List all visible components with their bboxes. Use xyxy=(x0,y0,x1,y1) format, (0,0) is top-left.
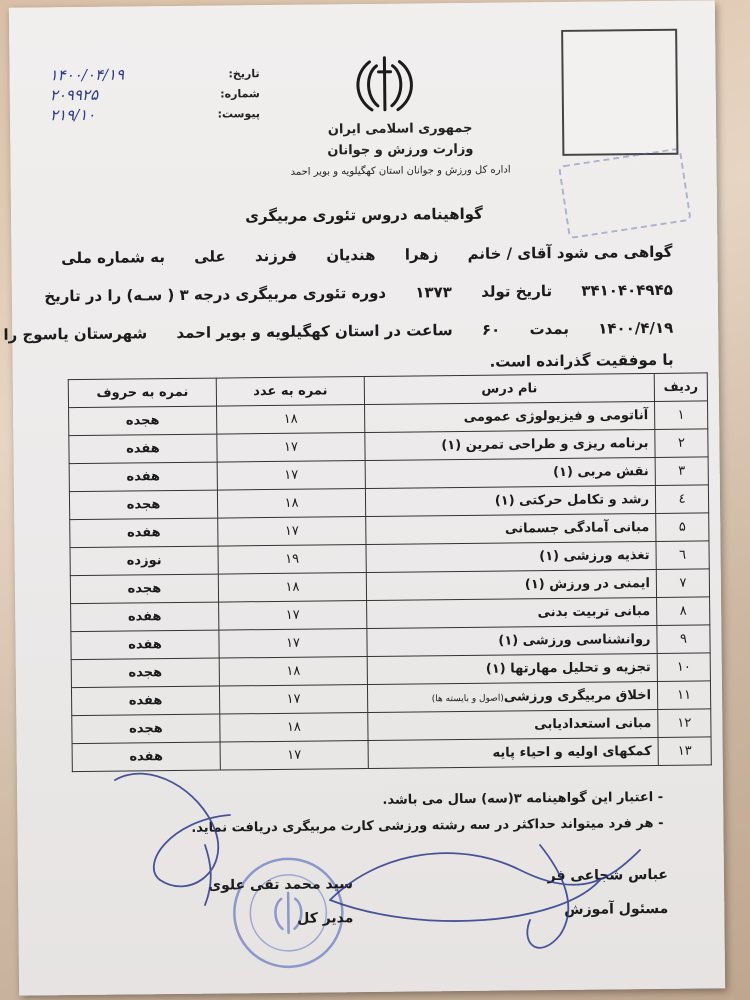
body-phrase: به شماره ملی xyxy=(61,248,166,268)
row-number-cell xyxy=(655,429,708,458)
course-name-cell-text: مبانی تربیت بدنی xyxy=(537,604,651,621)
course-name-cell xyxy=(367,653,657,684)
grade-number-cell-text: ۱۷ xyxy=(284,467,299,483)
course-name-cell-text: آناتومی و فیزیولوژی عمومی xyxy=(463,408,649,425)
course-name-cell xyxy=(367,681,657,712)
row-number-cell xyxy=(658,737,711,766)
course-name-cell xyxy=(365,429,655,460)
course-name-cell-text: اخلاق مربیگری ورزشی xyxy=(503,688,652,705)
grade-number-cell xyxy=(217,433,365,463)
body-phrase: تاریخ تولد xyxy=(481,282,553,301)
body-phrase: ساعت در استان کهگیلویه و بویر احمد xyxy=(176,321,453,342)
course-name-cell-text: مبانی استعدادیابی xyxy=(534,716,652,733)
grade-words-cell xyxy=(72,714,220,744)
note-item: - هر فرد میتواند حداکثر در سه رشته ورزشی کارت مربیگری دریافت نماید. xyxy=(43,811,663,843)
row-number-cell xyxy=(657,681,710,710)
grade-number-cell-text: ۱۷ xyxy=(285,607,300,623)
grade-words-cell xyxy=(70,518,218,548)
attachment-value: ۲۱۹/۱۰ xyxy=(49,105,96,125)
row-number-cell xyxy=(657,597,710,626)
grade-number-cell xyxy=(218,573,366,603)
body-line-3 xyxy=(3,309,674,354)
holder-first-name: زهرا xyxy=(404,245,439,264)
grade-words-cell-text: هفده xyxy=(126,525,161,541)
grades-table xyxy=(68,372,712,772)
holder-last-name: هندیان xyxy=(326,245,376,265)
grade-number-cell xyxy=(219,685,367,715)
grade-number-cell xyxy=(220,741,368,771)
grade-number-cell-text: ۱۸ xyxy=(283,411,298,427)
course-name-cell xyxy=(365,401,655,432)
course-name-cell xyxy=(366,569,656,600)
grade-number-cell-text: ۱۷ xyxy=(285,635,301,651)
course-name-cell xyxy=(367,597,657,628)
course-name-cell-text: برنامه ریزی و طراحی تمرین (۱) xyxy=(441,436,649,454)
date-label: تاریخ: xyxy=(228,66,260,80)
grade-words-cell-text: هجده xyxy=(129,721,163,737)
number-value: ۲۰۹۹۲۵ xyxy=(49,85,99,105)
row-number-cell xyxy=(658,709,711,738)
header-row-number: ردیف xyxy=(654,373,707,402)
course-name-cell-text: مبانی آمادگی جسمانی xyxy=(504,520,650,537)
director-name: سید محمد تقی علوی xyxy=(208,876,354,894)
education-officer-signature-block xyxy=(518,867,669,937)
grade-words-cell-text: نوزده xyxy=(126,553,162,569)
grade-number-cell xyxy=(219,657,367,687)
course-name-cell-text: تغذیه ورزشی (۱) xyxy=(539,548,650,565)
officer-name: عباس شجاعی فر xyxy=(547,866,669,885)
row-number-cell-text: ۱۲ xyxy=(677,715,692,731)
director-title: مدیر کل xyxy=(297,910,354,927)
course-name-cell xyxy=(365,485,655,516)
grade-words-cell xyxy=(69,406,217,436)
date-row xyxy=(49,63,259,85)
grade-number-cell-text: ۱۷ xyxy=(284,523,299,539)
body-phrase: گواهی می شود آقای / خانم xyxy=(467,242,673,263)
course-name-cell xyxy=(366,541,656,572)
body-phrase: فرزند xyxy=(254,246,298,266)
header-grade-number: نمره به عدد xyxy=(216,377,364,407)
grade-words-cell xyxy=(72,742,220,772)
row-number-cell-text: ۷ xyxy=(679,575,687,591)
course-hours: ۶۰ xyxy=(481,320,501,339)
grade-words-cell xyxy=(71,630,219,660)
father-name: علی xyxy=(194,247,226,266)
course-name-cell-text: نقش مربی (۱) xyxy=(552,464,649,481)
row-number-cell-text: ٦ xyxy=(679,547,687,563)
row-number-cell-text: ۱۱ xyxy=(677,687,692,703)
course-name-cell xyxy=(367,625,657,656)
certificate-title: گواهینامه دروس تئوری مربیگری xyxy=(245,204,483,226)
course-name-cell xyxy=(365,457,655,488)
grade-number-cell-text: ۱۸ xyxy=(285,579,300,595)
course-note: (اصول و بایسته ها) xyxy=(431,693,504,705)
director-signature-block xyxy=(153,876,354,946)
grade-number-cell-text: ۱۸ xyxy=(286,719,301,735)
row-number-cell-text: ۱ xyxy=(677,407,685,423)
course-name-cell xyxy=(368,709,658,740)
grade-number-cell xyxy=(218,545,366,575)
org-ministry: وزارت ورزش و جوانان xyxy=(327,141,474,159)
row-number-cell xyxy=(656,541,709,570)
organization-block xyxy=(230,120,571,179)
row-number-cell xyxy=(655,485,708,514)
grade-words-cell xyxy=(71,602,219,632)
grade-number-cell xyxy=(217,461,365,491)
grade-words-cell-text: هجده xyxy=(128,665,163,681)
row-number-cell-text: ۵ xyxy=(678,519,686,535)
certificate-body xyxy=(3,233,674,380)
table-row xyxy=(72,737,711,772)
iran-emblem-icon xyxy=(349,51,420,116)
grade-number-cell xyxy=(219,629,367,659)
grade-number-cell xyxy=(220,713,368,743)
grade-words-cell xyxy=(71,686,219,716)
attachment-label: پیوست: xyxy=(217,106,261,121)
grade-number-cell-text: ۱۷ xyxy=(287,747,302,763)
grade-number-cell xyxy=(217,405,365,435)
certificate-paper xyxy=(3,0,725,995)
grade-words-cell-text: هفده xyxy=(128,693,163,709)
course-name-cell-text: کمکهای اولیه و احیاء پایه xyxy=(492,744,652,761)
grade-number-cell xyxy=(218,517,366,547)
row-number-cell-text: ٤ xyxy=(678,491,686,507)
grade-words-cell xyxy=(69,490,217,520)
birth-year: ۱۳۷۳ xyxy=(415,283,453,302)
course-date: ۱۴۰۰/۴/۱۹ xyxy=(598,318,674,338)
grades-table-body xyxy=(69,401,712,772)
grade-words-cell-text: هفده xyxy=(129,749,164,765)
row-number-cell xyxy=(656,569,709,598)
grade-number-cell xyxy=(219,601,367,631)
grade-words-cell-text: هفده xyxy=(127,609,162,625)
attachment-row xyxy=(50,103,260,125)
grade-number-cell-text: ۱۹ xyxy=(285,551,300,567)
row-number-cell xyxy=(655,401,708,430)
grade-words-cell-text: هفده xyxy=(126,469,161,485)
course-name-cell-text: تجزیه و تحلیل مهارتها (۱) xyxy=(485,660,651,677)
row-number-cell xyxy=(655,457,708,486)
body-phrase: شهرستان یاسوج را xyxy=(3,324,148,344)
course-name-cell xyxy=(368,737,658,768)
body-line-4: با موفقیت گذرانده است. xyxy=(489,350,674,371)
row-number-cell-text: ۹ xyxy=(679,631,688,647)
org-country: جمهوری اسلامی ایران xyxy=(327,120,473,138)
course-name-cell-text: رشد و تکامل حرکتی (۱) xyxy=(494,492,650,509)
row-number-cell-text: ۱۰ xyxy=(676,659,691,675)
note-item: - اعتبار این گواهینامه ۳(سه) سال می باشد. xyxy=(43,785,663,817)
row-number-cell-text: ۸ xyxy=(679,603,687,619)
grade-number-cell-text: ۱۸ xyxy=(284,495,299,511)
officer-title: مسئول آموزش xyxy=(564,900,669,918)
photo-placeholder xyxy=(561,29,678,156)
row-number-cell xyxy=(657,653,710,682)
photo-stamp xyxy=(558,147,692,239)
course-name-cell xyxy=(366,513,656,544)
grade-words-cell-text: هجده xyxy=(127,581,162,597)
number-row xyxy=(50,83,260,105)
row-number-cell-text: ۳ xyxy=(678,463,686,479)
grade-words-cell xyxy=(70,574,218,604)
document-header-fields xyxy=(49,63,260,125)
grade-number-cell-text: ۱۸ xyxy=(286,663,301,679)
header-grade-words: نمره به حروف xyxy=(68,378,216,408)
org-department: اداره کل ورزش و جوانان استان کهگیلویه و بویر احمد xyxy=(290,164,511,178)
grade-words-cell xyxy=(71,658,219,688)
notes-list xyxy=(43,785,664,843)
row-number-cell-text: ۲ xyxy=(677,435,686,451)
grade-number-cell-text: ۱۷ xyxy=(286,691,301,707)
row-number-cell-text: ۱۳ xyxy=(677,743,692,759)
grade-number-cell-text: ۱۷ xyxy=(283,439,299,455)
date-value: ۱۴۰۰/۰۴/۱۹ xyxy=(49,65,125,85)
grade-words-cell-text: هفده xyxy=(126,441,160,457)
body-phrase: بمدت xyxy=(529,319,570,339)
number-label: شماره: xyxy=(220,86,260,101)
grade-words-cell-text: هجده xyxy=(125,413,160,429)
row-number-cell xyxy=(656,513,709,542)
grade-number-cell xyxy=(217,489,365,519)
body-phrase: دوره تئوری مربیگری درجه ۳ ( سـه) را در تاریخ xyxy=(44,283,387,306)
row-number-cell xyxy=(657,625,710,654)
national-id: ۳۴۱۰۴۰۴۹۴۵ xyxy=(581,280,673,300)
grade-words-cell xyxy=(69,434,217,464)
course-name-cell-text: روانشناسی ورزشی (۱) xyxy=(498,632,651,649)
header-course-name: نام درس xyxy=(364,373,654,404)
grade-words-cell xyxy=(69,462,217,492)
grade-words-cell-text: هفده xyxy=(128,637,162,653)
body-line-1 xyxy=(32,233,672,278)
grade-words-cell xyxy=(70,546,218,576)
course-name-cell-text: ایمنی در ورزش (۱) xyxy=(524,576,650,593)
grade-words-cell-text: هجده xyxy=(126,497,161,513)
